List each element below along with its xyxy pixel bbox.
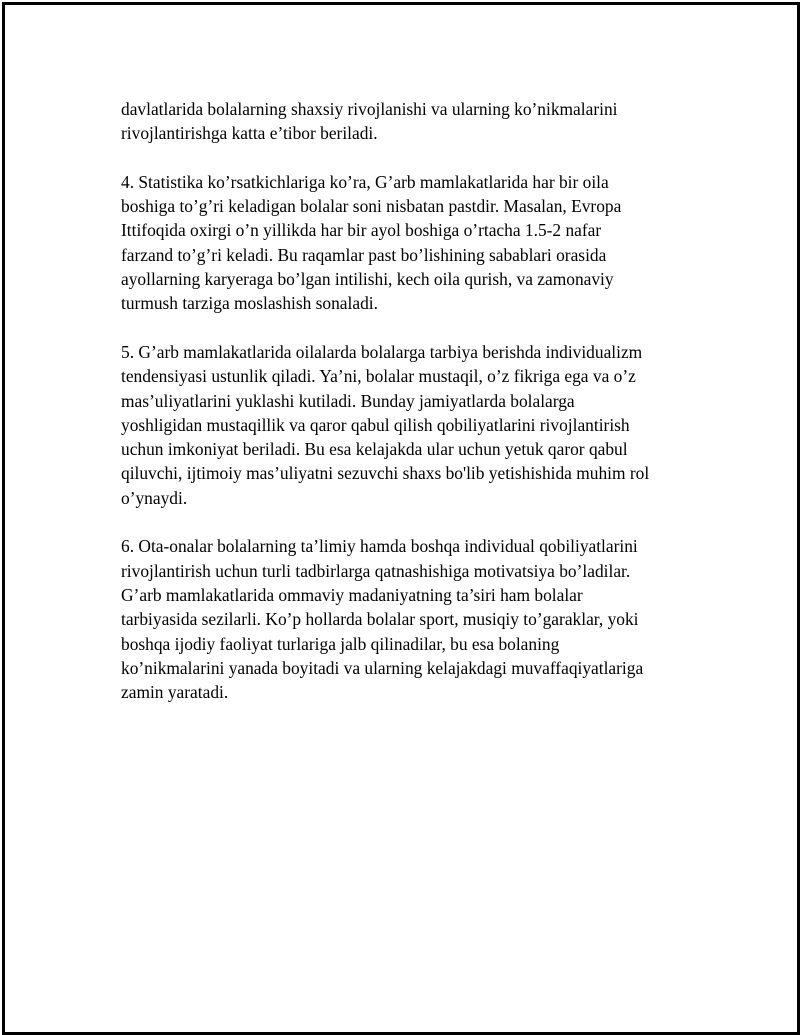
text-line: boshiga to’g’ri keladigan bolalar soni nisbatan pastdir. Masalan, Evropa — [121, 196, 622, 217]
text-line: G’arb mamlakatlarida ommaviy madaniyatning ta’siri ham bolalar — [121, 584, 583, 605]
paragraph-6 — [121, 534, 691, 704]
text-line: yoshligidan mustaqillik va qaror qabul qilish qobiliyatlarini rivojlantirish — [121, 414, 630, 435]
text-line: ko’nikmalarini yanada boyitadi va ularning kelajakdagi muvaffaqiyatlariga — [121, 657, 644, 678]
text-line: tendensiyasi ustunlik qiladi. Ya’ni, bolalar mustaqil, o’z fikriga ega va o’z — [121, 366, 636, 387]
text-line: o’ynaydi. — [121, 487, 188, 508]
text-line: 6. Ota-onalar bolalarning ta’limiy hamda boshqa individual qobiliyatlarini — [121, 536, 638, 557]
paragraph-5 — [121, 340, 691, 510]
text-line: davlatlarida bolalarning shaxsiy rivojlanishi va ularning ko’nikmalarini — [121, 99, 618, 119]
paragraph-continuation — [121, 97, 691, 146]
text-line: qiluvchi, ijtimoiy mas’uliyatni sezuvchi shaxs bo'lib yetishishida muhim rol — [121, 463, 650, 484]
text-line: zamin yaratadi. — [121, 682, 229, 703]
document-body — [121, 97, 691, 704]
paragraph-4 — [121, 170, 691, 316]
text-line: 5. G’arb mamlakatlarida oilalarda bolalarga tarbiya berishda individualizm — [121, 341, 643, 362]
text-line: Ittifoqida oxirgi o’n yillikda har bir ayol boshiga o’rtacha 1.5-2 nafar — [121, 220, 602, 241]
text-line: ayollarning karyeraga bo’lgan intilishi, kech oila qurish, va zamonaviy — [121, 269, 614, 290]
text-line: farzand to’g’ri keladi. Bu raqamlar past bo’lishining sabablari orasida — [121, 244, 607, 265]
text-line: boshqa ijodiy faoliyat turlariga jalb qilinadilar, bu esa bolaning — [121, 633, 560, 654]
page-frame — [2, 2, 800, 1035]
text-line: turmush tarziga moslashish sonaladi. — [121, 293, 378, 314]
text-line: rivojlantirish uchun turli tadbirlarga qatnashishiga motivatsiya bo’ladilar. — [121, 560, 631, 581]
text-line: rivojlantirishga katta e’tibor beriladi. — [121, 123, 378, 144]
text-line: mas’uliyatlarini yuklashi kutiladi. Bunday jamiyatlarda bolalarga — [121, 390, 575, 411]
text-line: tarbiyasida sezilarli. Ko’p hollarda bolalar sport, musiqiy to’garaklar, yoki — [121, 609, 639, 630]
text-line: 4. Statistika ko’rsatkichlariga ko’ra, G’arb mamlakatlarida har bir oila — [121, 171, 609, 192]
text-line: uchun imkoniyat beriladi. Bu esa kelajakda ular uchun yetuk qaror qabul — [121, 439, 628, 460]
